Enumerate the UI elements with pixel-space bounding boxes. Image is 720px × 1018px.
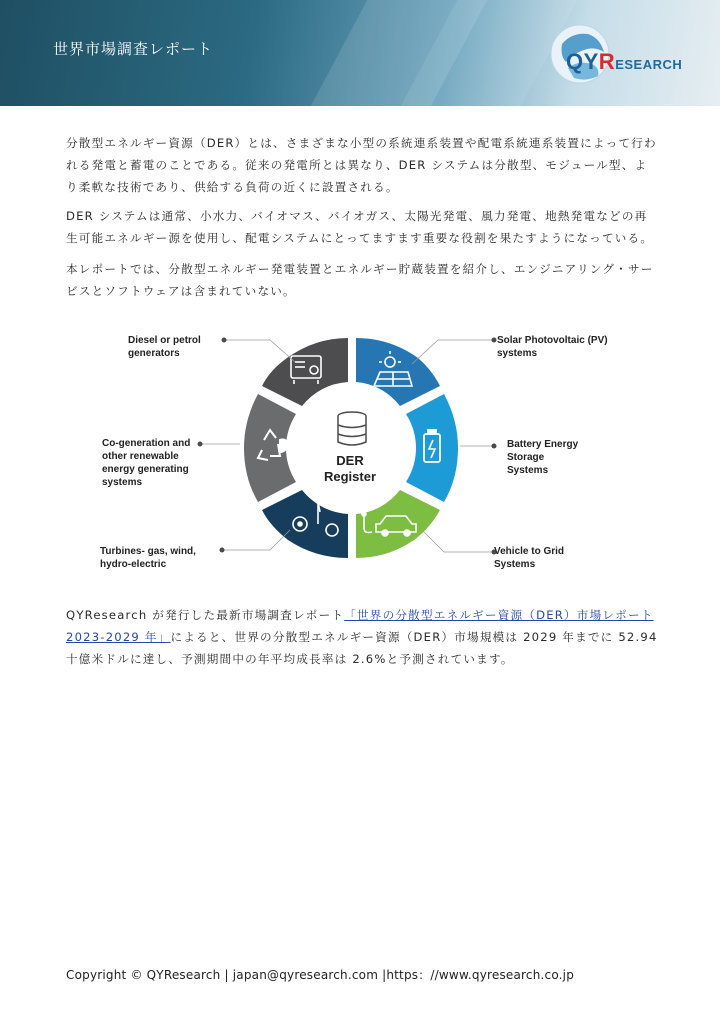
diagram-ring (244, 338, 458, 558)
intro-paragraph: 分散型エネルギー資源（DER）とは、さまざまな小型の系統連系装置や配電系統連系装置によって行われる発電と蓄電のことである。従来の発電所とは異なり、DER システムは分散型、モジュール型、より柔軟な技術であり、供給する負荷の近くに設置される。 (66, 136, 657, 194)
der-systems-paragraph: DER システムは通常、小水力、バイオマス、バイオガス、太陽光発電、風力発電、地熱発電などの再生可能エネルギー源を使用し、配電システムにとってますます重要な役割を果たすようになっている。 (66, 209, 654, 245)
label-battery-2: Storage (507, 452, 545, 463)
label-vehicle-2: Systems (494, 559, 536, 570)
label-battery-1: Battery Energy (507, 439, 579, 450)
label-battery-3: Systems (507, 465, 549, 476)
page-header (0, 0, 720, 106)
label-turbines-1: Turbines- gas, wind, (100, 546, 196, 557)
segment-generator (262, 338, 348, 406)
market-size-paragraph (66, 604, 658, 670)
page-footer: Copyright © QYResearch | japan@qyresearch.com |https：//www.qyresearch.co.jp (66, 968, 575, 982)
header-title: 世界市場調査レポート (53, 40, 214, 58)
segment-cogeneration (244, 394, 296, 502)
label-cogen-1: Co-generation and (102, 438, 191, 449)
report-link[interactable]: 「世界の分散型エネルギー資源（DER）市場レポート2023-2029 年」 (66, 608, 654, 644)
segment-vehicle (356, 490, 440, 558)
label-turbines-2: hydro-electric (100, 559, 167, 570)
logo-wordmark: QYRESEARCH (566, 49, 683, 74)
label-solar-1: Solar Photovoltaic (PV) (497, 335, 608, 346)
database-icon (338, 412, 366, 445)
label-cogen-3: energy generating (102, 464, 189, 475)
der-register-diagram (90, 318, 650, 578)
label-diesel-1: Diesel or petrol (128, 335, 201, 346)
label-cogen-4: systems (102, 477, 143, 488)
market-text-before: QYResearch が発行した最新市場調査レポート (66, 608, 345, 622)
label-solar-2: systems (497, 348, 538, 359)
label-cogen-2: other renewable (102, 451, 179, 462)
segment-battery (406, 394, 458, 502)
center-label-line2: Register (323, 469, 377, 484)
label-vehicle-1: Vehicle to Grid (494, 546, 565, 557)
report-scope-paragraph: 本レポートでは、分散型エネルギー発電装置とエネルギー貯蔵装置を紹介し、エンジニアリング・サービスとソフトウェアは含まれていない。 (66, 262, 654, 298)
center-label-line1: DER (336, 453, 364, 468)
label-diesel-2: generators (128, 348, 180, 359)
market-text-after: によると、世界の分散型エネルギー資源（DER）市場規模は 2029 年までに 52.94 十億米ドルに達し、予測期間中の年平均成長率は 2.6%と予測されています。 (66, 630, 658, 666)
